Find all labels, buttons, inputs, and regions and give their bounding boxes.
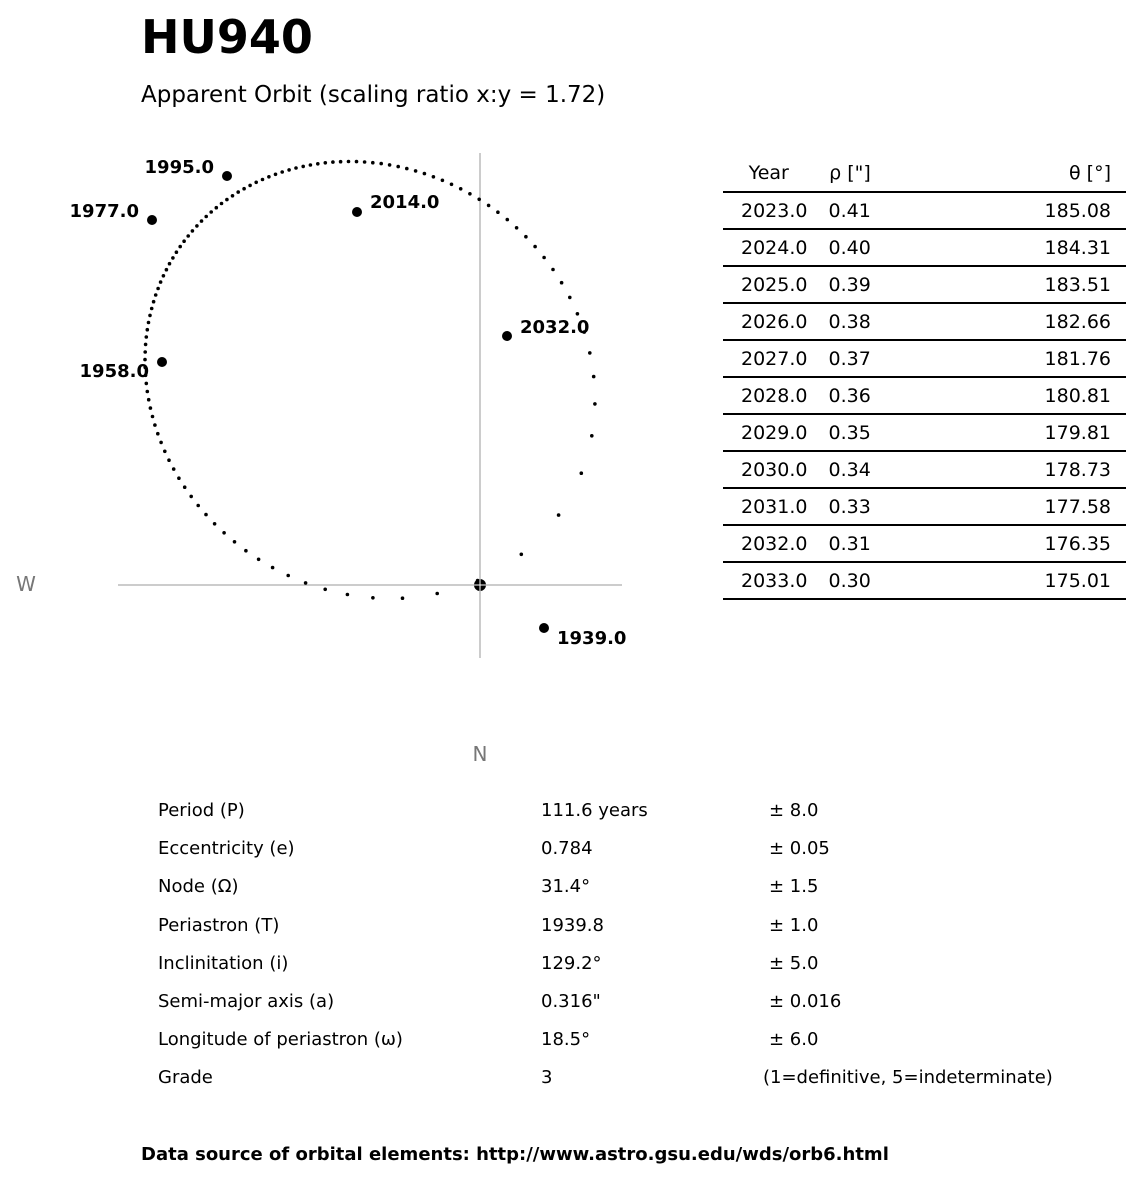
orbit-dot [568,296,572,300]
orbit-dot [515,226,519,230]
table-row [723,525,1126,562]
orbit-dot [363,160,367,164]
cell-year: 2030.0 [723,451,814,488]
table-row [723,377,1126,414]
orbit-dot [159,441,163,445]
orbit-dot [560,281,564,285]
orbit-dot [432,175,436,179]
chart-subtitle: Apparent Orbit (scaling ratio x:y = 1.72) [141,82,606,108]
orbit-dot [209,210,213,214]
orbit-dot [159,280,163,284]
epoch-label: 1958.0 [79,361,149,382]
orbit-dot [168,262,172,266]
cell-rho: 0.31 [814,525,1035,562]
orbit-dot [215,206,219,210]
orbit-dot [167,458,171,462]
orbit-dot [324,161,328,165]
orbit-dot [533,245,537,249]
element-name: Node (Ω) [158,876,239,898]
cell-year: 2023.0 [723,192,814,229]
cell-year: 2031.0 [723,488,814,525]
orbit-dot [189,495,193,499]
orbit-dot [172,467,176,471]
epoch-label: 2032.0 [520,317,590,338]
orbit-dot [178,245,182,249]
orbit-dot [257,558,261,562]
orbit-dot [147,398,151,402]
orbit-dot [346,593,350,597]
table-row [723,192,1126,229]
cell-rho: 0.41 [814,192,1035,229]
table-body [723,192,1126,599]
orbit-dot [301,165,305,169]
orbit-dot [551,268,555,272]
ephemeris-table [723,155,1126,600]
orbit-dot [148,314,152,318]
orbit-dot [414,169,418,173]
table-row [723,488,1126,525]
orbit-dot [576,312,580,316]
epoch-marker [222,171,232,181]
element-name: Longitude of periastron (ω) [158,1029,403,1051]
orbit-dot [165,268,169,272]
cell-rho: 0.33 [814,488,1035,525]
orbit-dot [396,165,400,169]
element-name: Grade [158,1067,213,1089]
orbit-dot [588,351,592,355]
cell-theta: 177.58 [1036,488,1126,525]
element-error: ± 8.0 [769,800,819,821]
orbit-dot [231,194,235,198]
orbit-dot [144,343,148,347]
orbit-dot [593,402,597,406]
orbit-dot [146,328,150,332]
orbit-dot [435,592,439,596]
orbit-dot [274,173,278,177]
orbit-dot [524,235,528,239]
header-year: Year [723,155,814,192]
orbit-dot [145,382,149,386]
cell-theta: 175.01 [1036,562,1126,599]
orbit-dot [379,162,383,166]
orbit-dot [371,161,375,165]
orbit-dot [423,172,427,176]
cell-rho: 0.35 [814,414,1035,451]
orbit-dot [287,168,291,172]
header-theta: θ [°] [1036,155,1126,192]
orbit-dot [542,256,546,260]
cell-theta: 184.31 [1036,229,1126,266]
element-name: Eccentricity (e) [158,838,295,860]
cell-rho: 0.36 [814,377,1035,414]
header-rho: ρ ["] [814,155,1035,192]
element-error: (1=definitive, 5=indeterminate) [763,1067,1053,1089]
cell-year: 2028.0 [723,377,814,414]
element-error: ± 1.5 [769,876,819,898]
cell-theta: 180.81 [1036,377,1126,414]
cell-year: 2026.0 [723,303,814,340]
orbit-dot [196,504,200,508]
element-error: ± 0.05 [769,838,830,860]
orbit-dot [355,160,359,164]
orbit-dot [441,179,445,183]
orbit-path [143,160,597,600]
orbit-dot [150,307,154,311]
table-row [723,303,1126,340]
orbit-dot [496,210,500,214]
orbit-dot [309,163,313,167]
cell-rho: 0.38 [814,303,1035,340]
element-name: Inclinitation (i) [158,952,289,974]
orbit-dot [182,239,186,243]
orbit-dot [156,432,160,436]
cell-rho: 0.40 [814,229,1035,266]
orbit-dot [450,183,454,187]
orbit-dot [388,163,392,167]
cell-theta: 179.81 [1036,414,1126,451]
orbit-dot [242,187,246,191]
orbit-dot [152,300,156,304]
orbit-dot [163,450,167,454]
orbit-dot [580,471,584,475]
table-row [723,451,1126,488]
page-title: HU940 [141,10,313,64]
cell-theta: 178.73 [1036,451,1126,488]
orbit-dot [145,335,149,339]
element-error: ± 0.016 [769,990,842,1012]
orbit-dot [143,350,147,354]
orbit-dot [156,287,160,291]
orbit-dot [171,256,175,260]
orbit-dot [294,166,298,170]
orbit-dot [590,434,594,438]
orbit-dot [204,513,208,517]
orbit-dot [248,184,252,188]
element-value: 18.5° [541,1029,591,1051]
element-value: 129.2° [541,952,602,974]
element-name: Semi-major axis (a) [158,990,335,1012]
orbit-dot [286,574,290,578]
cell-year: 2024.0 [723,229,814,266]
cell-year: 2027.0 [723,340,814,377]
epoch-label: 1977.0 [69,201,139,222]
cell-theta: 176.35 [1036,525,1126,562]
compass-west-label: W [16,572,36,596]
plot-axes [118,153,622,658]
orbit-dot [261,178,265,182]
cell-rho: 0.37 [814,340,1035,377]
orbit-dot [405,167,409,171]
orbit-dot [401,596,405,600]
epoch-marker [502,331,512,341]
orbit-dot [267,175,271,179]
orbit-dot [316,162,320,166]
epoch-label: 2014.0 [370,192,440,213]
orbit-dot [147,321,151,325]
cell-year: 2033.0 [723,562,814,599]
element-error: ± 1.0 [769,914,819,936]
element-error: ± 5.0 [769,952,819,974]
orbit-dot [220,202,224,206]
orbit-dot [204,215,208,219]
cell-rho: 0.39 [814,266,1035,303]
element-value: 111.6 years [541,800,648,821]
orbit-dot [200,219,204,223]
orbit-dot [146,390,150,394]
orbit-dot [280,170,284,174]
orbit-dot [175,250,179,254]
orbit-dot [487,204,491,208]
orbit-dot [459,187,463,191]
table-row [723,229,1126,266]
element-value: 31.4° [541,876,591,898]
orbit-dot [222,531,226,535]
orbit-dot [154,293,158,297]
orbit-dot [468,192,472,196]
cell-theta: 182.66 [1036,303,1126,340]
table-header-row [723,155,1126,192]
table-row [723,562,1126,599]
orbit-dot [244,549,248,553]
orbit-dot [304,581,308,585]
orbit-dot [233,540,237,544]
orbit-dot [162,274,166,278]
orbit-dot [347,160,351,164]
orbit-dot [557,513,561,517]
compass-north-label: N [472,742,488,766]
cell-rho: 0.34 [814,451,1035,488]
orbit-dot [477,198,481,202]
element-value: 0.784 [541,838,593,860]
orbit-dot [331,160,335,164]
table-row [723,340,1126,377]
orbit-dot [149,406,153,410]
orbit-dot [236,190,240,194]
orbit-dot [195,224,199,228]
cell-theta: 181.76 [1036,340,1126,377]
orbit-dot [177,476,181,480]
orbit-dot [225,198,229,202]
cell-rho: 0.30 [814,562,1035,599]
data-source-footer: Data source of orbital elements: http://www.astro.gsu.edu/wds/orb6.html [141,1144,889,1165]
orbit-dot [271,566,275,570]
element-error: ± 6.0 [769,1029,819,1051]
epoch-marker [147,215,157,225]
epoch-label: 1939.0 [557,628,627,649]
orbit-dot [183,485,187,489]
epoch-label: 1995.0 [144,157,214,178]
orbit-dot [254,181,258,185]
epoch-marker [352,207,362,217]
orbit-dot [191,229,195,233]
element-name: Period (P) [158,800,245,821]
orbit-dot [339,160,343,164]
cell-theta: 185.08 [1036,192,1126,229]
orbit-plot [0,0,700,790]
epoch-marker [539,623,549,633]
element-value: 3 [541,1067,553,1089]
orbit-dot [323,588,327,592]
element-name: Periastron (T) [158,914,280,936]
orbit-dot [151,415,155,419]
orbit-dot [371,596,375,600]
orbit-dot [153,423,157,427]
orbit-dot [186,234,190,238]
epoch-marker [157,357,167,367]
orbit-dot [592,375,596,379]
element-value: 1939.8 [541,914,604,936]
table-row [723,266,1126,303]
cell-year: 2025.0 [723,266,814,303]
element-value: 0.316" [541,990,601,1012]
orbit-dot [213,522,217,526]
cell-theta: 183.51 [1036,266,1126,303]
orbit-dot [520,553,524,557]
cell-year: 2029.0 [723,414,814,451]
cell-year: 2032.0 [723,525,814,562]
orbit-dot [506,218,510,222]
table-row [723,414,1126,451]
epoch-markers [70,157,627,649]
